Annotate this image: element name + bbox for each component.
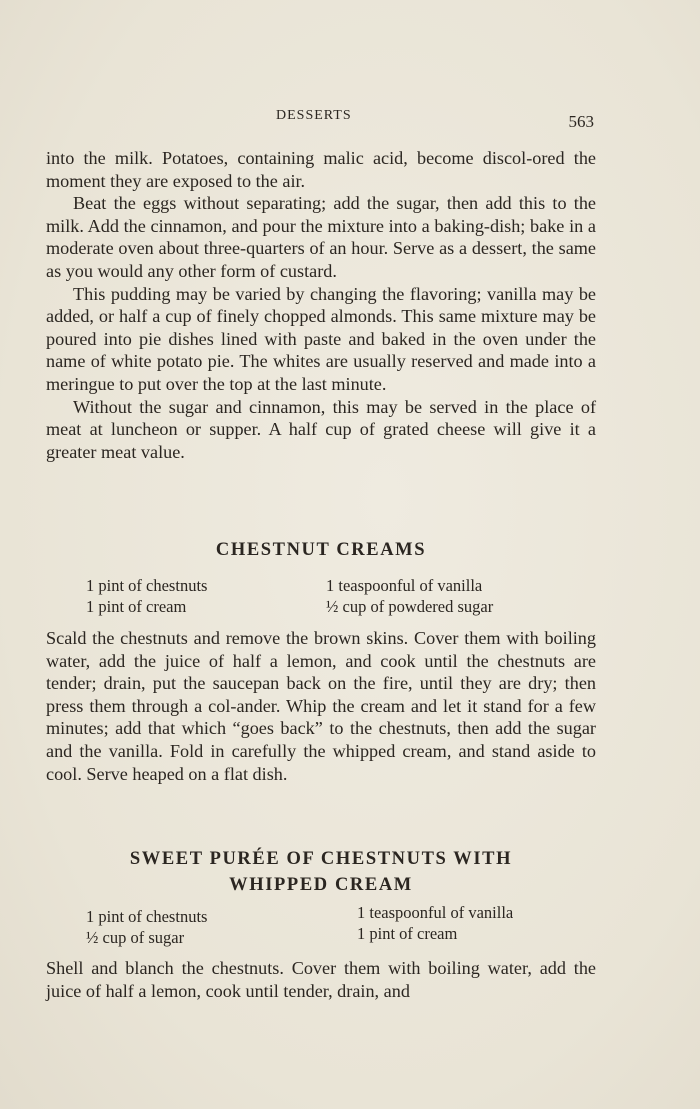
recipe-title: CHESTNUT CREAMS xyxy=(215,540,427,560)
paragraph: Without the sugar and cinnamon, this may be served in the place of meat at luncheon or supper. A half cup of grated cheese will give it a greater meat value. xyxy=(46,396,596,462)
ingredient-list xyxy=(357,902,513,944)
ingredient-list xyxy=(86,906,207,948)
paragraph: Beat the eggs without separating; add the sugar, then add this to the milk. Add the cinnamon, and pour the mixture into a baking-dish; bake in a moderate oven about three-quarters of an hour. Serve as a dessert, the same as you would any other form of custard. xyxy=(46,193,596,281)
ingredient-item: 1 teaspoonful of vanilla xyxy=(357,903,514,922)
ingredient-item: ½ cup of powdered sugar xyxy=(326,597,494,616)
ingredient-item: ½ cup of sugar xyxy=(86,928,185,947)
section-title: DESSERTS xyxy=(276,108,352,123)
paragraph: Shell and blanch the chestnuts. Cover them with boiling water, add the juice of half a lemon, cook until tender, drain, and xyxy=(46,958,596,1001)
ingredient-list xyxy=(86,575,207,617)
intro-text xyxy=(46,147,596,463)
recipe-method xyxy=(46,957,596,1002)
paragraph: This pudding may be varied by changing the flavoring; vanilla may be added, or half a cup of finely chopped almonds. This same mixture may be poured into pie dishes lined with paste and baked in the oven under the name of white potato pie. The whites are usually reserved and made into a meringue to put over the top at the last minute. xyxy=(46,283,596,394)
ingredient-item: 1 teaspoonful of vanilla xyxy=(326,576,483,595)
ingredient-list xyxy=(326,575,493,617)
paragraph: Scald the chestnuts and remove the brown skins. Cover them with boiling water, add the juice of half a lemon, and cook until the chestnuts are tender; drain, put the saucepan back on the fire, until they are dry; then press them through a col-ander. Whip the cream and let it stand for a few minutes; add that which “goes back” to the chestnuts, then add the sugar and the vanilla. Fold in carefully the whipped cream, and stand aside to cool. Serve heaped on a flat dish. xyxy=(46,628,596,784)
paragraph: into the milk. Potatoes, containing malic acid, become discol-ored the moment they are exposed to the air. xyxy=(46,148,596,191)
ingredient-item: 1 pint of cream xyxy=(86,597,187,616)
page-number: 563 xyxy=(568,112,594,131)
running-head xyxy=(46,106,596,132)
recipe-title xyxy=(46,846,596,898)
ingredient-item: 1 pint of chestnuts xyxy=(86,907,208,926)
ingredient-item: 1 pint of chestnuts xyxy=(86,576,208,595)
recipe-method xyxy=(46,627,596,785)
ingredient-item: 1 pint of cream xyxy=(357,924,458,943)
recipe-title-line: SWEET PURÉE OF CHESTNUTS WITH xyxy=(129,849,513,869)
recipe-title-line: WHIPPED CREAM xyxy=(229,875,413,895)
